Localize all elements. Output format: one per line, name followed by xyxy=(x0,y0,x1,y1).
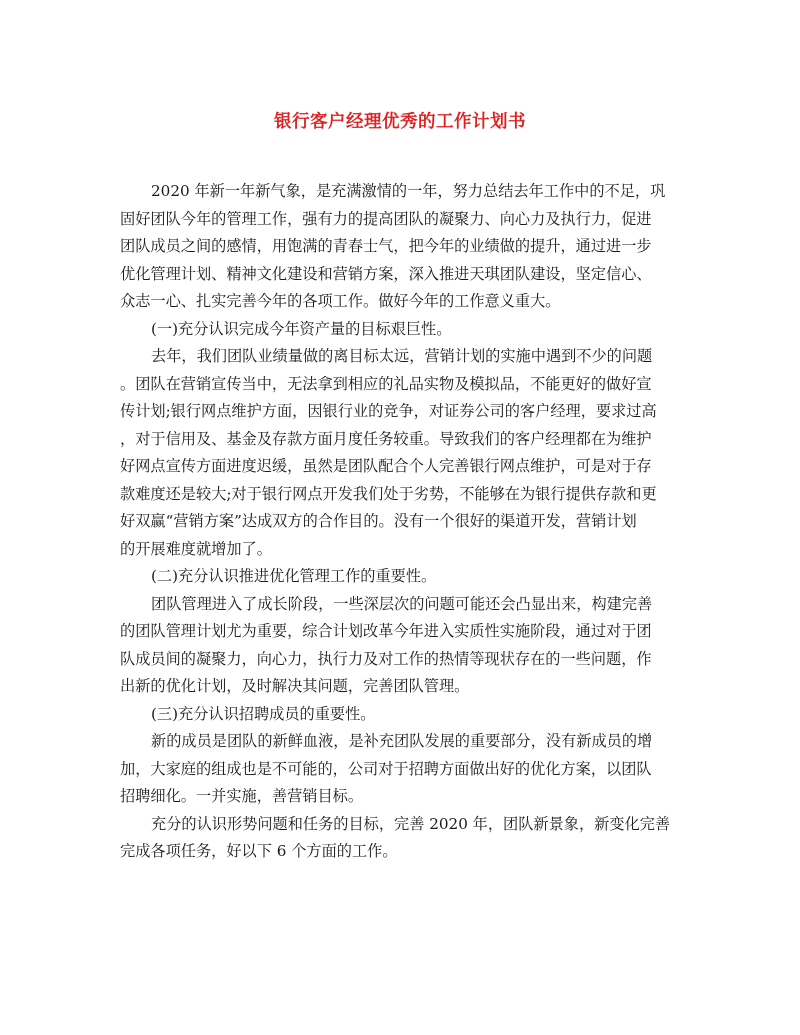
text-line: 2020 年新一年新气象，是充满激情的一年，努力总结去年工作中的不足，巩 xyxy=(151,182,666,200)
text-line: 团队成员之间的感情，用饱满的青春士气，把今年的业绩做的提升，通过进一步 xyxy=(120,237,652,255)
text-line: 众志一心、扎实完善今年的各项工作。做好今年的工作意义重大。 xyxy=(120,292,561,310)
text-line: 的开展难度就增加了。 xyxy=(120,539,272,558)
document-body xyxy=(120,178,682,866)
text-line: (三)充分认识招聘成员的重要性。 xyxy=(151,704,376,723)
text-line: 新的成员是团队的新鲜血液，是补充团队发展的重要部分，没有新成员的增 xyxy=(151,732,653,750)
document-title: 银行客户经理优秀的工作计划书 xyxy=(274,112,526,132)
text-line: 加，大家庭的组成也是不可能的，公司对于招聘方面做出好的优化方案，以团队 xyxy=(120,759,652,778)
text-line: 好双赢“营销方案”达成双方的合作目的。没有一个很好的渠道开发，营销计划 xyxy=(120,512,637,530)
text-line: (二)充分认识推进优化管理工作的重要性。 xyxy=(151,567,437,585)
text-line: 。团队在营销宣传当中，无法拿到相应的礼品实物及模拟品，不能更好的做好宣 xyxy=(120,374,652,393)
text-line: 固好团队今年的管理工作，强有力的提高团队的凝聚力、向心力及执行力，促进 xyxy=(120,209,652,228)
text-line: 团队管理进入了成长阶段，一些深层次的问题可能还会凸显出来，构建完善 xyxy=(151,594,653,613)
text-line: 去年，我们团队业绩量做的离目标太远，营销计划的实施中遇到不少的问题 xyxy=(151,347,653,365)
text-line: 的团队管理计划尤为重要，综合计划改革今年进入实质性实施阶段，通过对于团 xyxy=(120,622,652,640)
text-line: 充分的认识形势问题和任务的目标，完善 2020 年，团队新景象，新变化完善 xyxy=(151,814,671,833)
text-line: (一)充分认识完成今年资产量的目标艰巨性。 xyxy=(151,319,452,338)
text-line: 传计划;银行网点维护方面，因银行业的竞争，对证券公司的客户经理，要求过高 xyxy=(120,402,657,420)
text-line: 好网点宣传方面进度迟缓，虽然是团队配合个人完善银行网点维护，可是对于存 xyxy=(120,457,652,475)
text-line: 完成各项任务，好以下 6 个方面的工作。 xyxy=(120,842,398,860)
text-line: 款难度还是较大;对于银行网点开发我们处于劣势，不能够在为银行提供存款和更 xyxy=(120,484,657,503)
text-line: 招聘细化。一并实施，善营销目标。 xyxy=(120,787,363,805)
text-line: ，对于信用及、基金及存款方面月度任务较重。导致我们的客户经理都在为维护 xyxy=(120,429,652,448)
text-line: 优化管理计划、精神文化建设和营销方案，深入推进天琪团队建设，坚定信心、 xyxy=(120,264,652,283)
text-line: 出新的优化计划，及时解决其问题，完善团队管理。 xyxy=(120,677,470,695)
text-line: 队成员间的凝聚力，向心力，执行力及对工作的热情等现状存在的一些问题，作 xyxy=(120,649,652,668)
